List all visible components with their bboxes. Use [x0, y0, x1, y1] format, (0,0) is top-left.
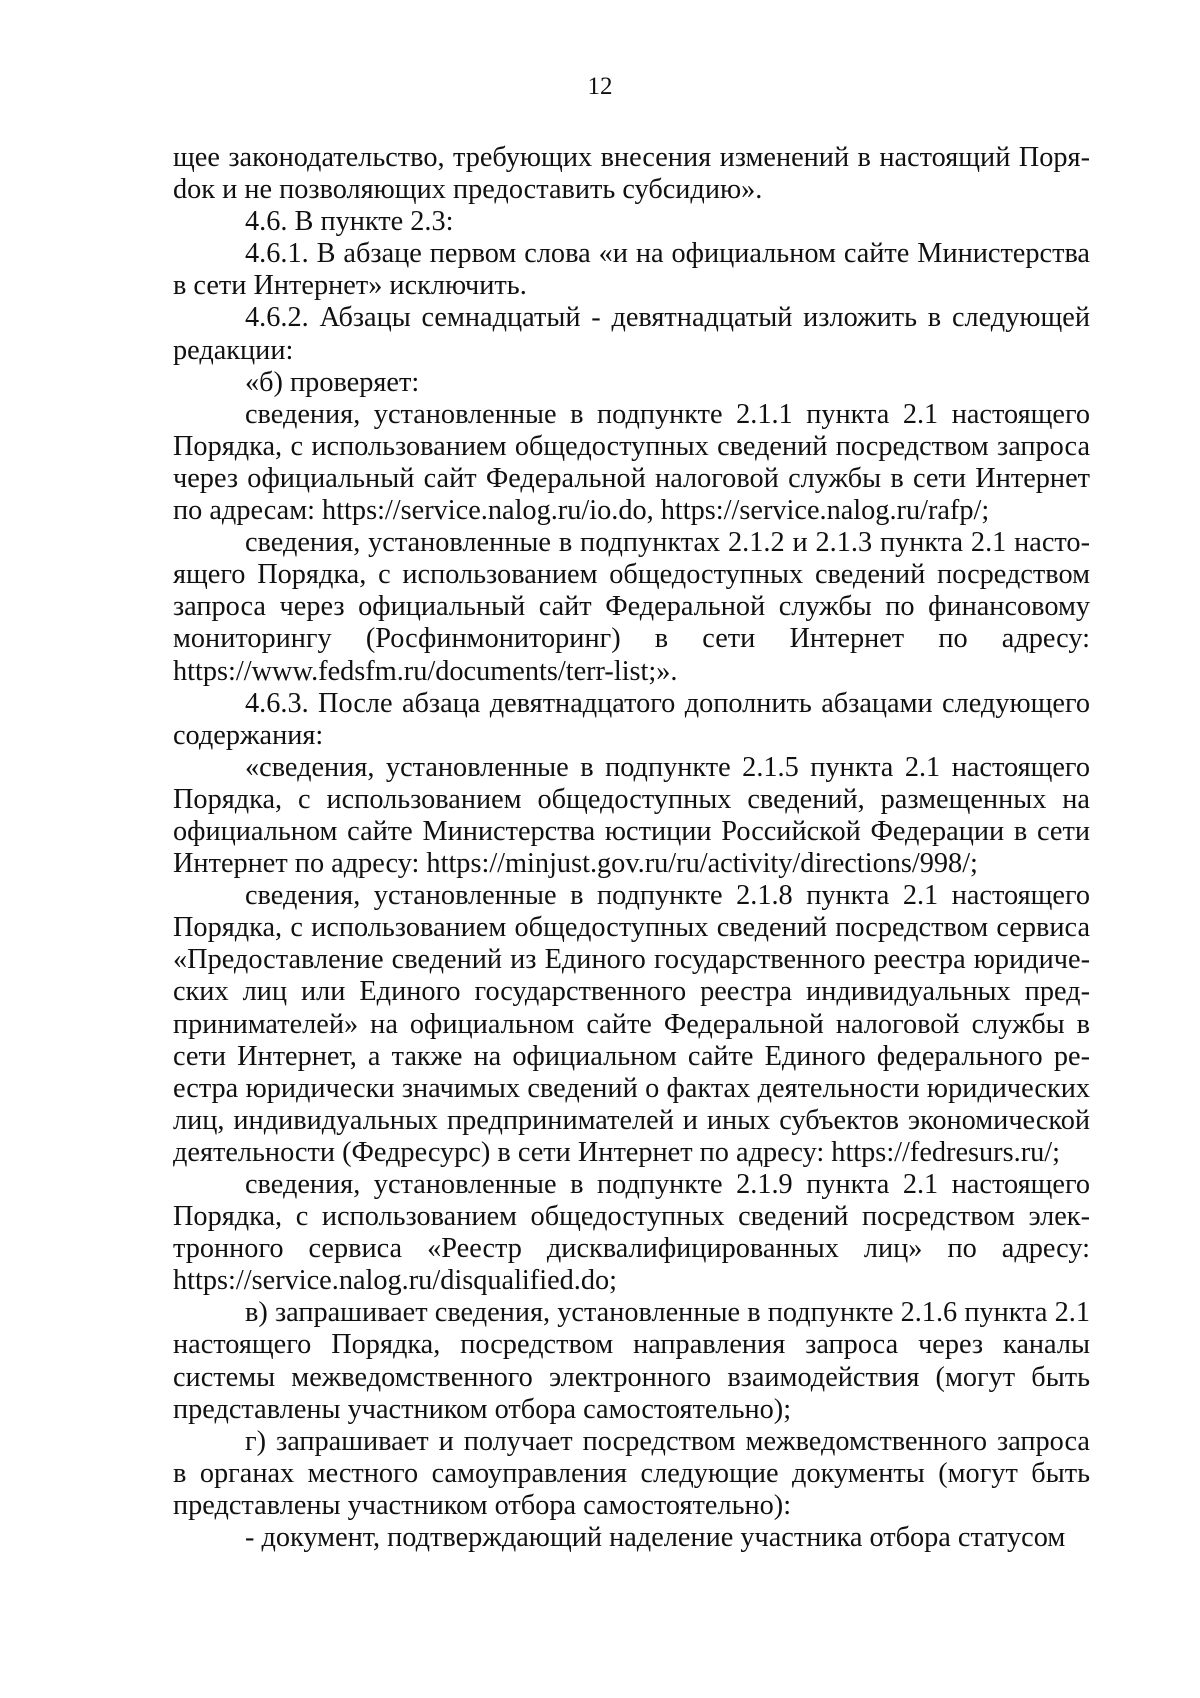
paragraph: сведения, установленные в подпунктах 2.1.2 и 2.1.3 пункта 2.1 настоящего Порядка, с использованием общедоступных сведений посредством запроса через официальный сайт Федеральной службы по финансовому мониторингу (Росфинмониторинг) в сети Интернет по адресу: https://www.fedsfm.ru/documents/terr-list;».	[173, 527, 1090, 687]
page-number: 12	[587, 73, 613, 100]
paragraph: 4.6.2. Абзацы семнадцатый - девятнадцатый изложить в следующей редакции:	[173, 302, 1090, 366]
paragraph: 4.6.1. В абзаце первом слова «и на официальном сайте Министерства в сети Интернет» исключить.	[173, 238, 1090, 302]
paragraph: сведения, установленные в подпункте 2.1.8 пункта 2.1 настоящего Порядка, с использованием общедоступных сведений посредством сервиса «Предоставление сведений из Единого государственного реестра юридических лиц или Единого государственного реестра индивидуальных предпринимателей» на официальном сайте Федеральной налоговой службы в сети Интернет, а также на официальном сайте Единого федерального реестра юридически значимых сведений о фактах деятельности юридических лиц, индивидуальных предпринимателей и иных субъектов экономической деятельности (Федресурс) в сети Интернет по адресу: https://fedresurs.ru/;	[173, 880, 1090, 1168]
paragraph: щее законодательство, требующих внесения изменений в настоящий Поряdок и не позволяющих предоставить субсидию».	[173, 142, 1090, 206]
paragraph: «б) проверяет:	[245, 366, 420, 398]
paragraph: г) запрашивает и получает посредством межведомственного запроса в органах местного самоуправления следующие документы (могут быть представлены участником отбора самостоятельно):	[173, 1425, 1090, 1521]
paragraph: сведения, установленные в подпункте 2.1.9 пункта 2.1 настоящего Порядка, с использованием общедоступных сведений посредством электронного сервиса «Реестр дисквалифицированных лиц» по адресу: https://service.nalog.ru/disqualified.do;	[173, 1169, 1090, 1297]
paragraph: 4.6. В пункте 2.3:	[245, 206, 454, 238]
paragraph: сведения, установленные в подпункте 2.1.1 пункта 2.1 настоящего Порядка, с использованием общедоступных сведений посредством запроса через официальный сайт Федеральной налоговой службы в сети Интернет по адресам: https://service.nalog.ru/io.do, https://service.nalog.ru/rafp/;	[173, 398, 1090, 527]
paragraph: 4.6.3. После абзаца девятнадцатого дополнить абзацами следующего содержания:	[173, 687, 1090, 751]
paragraph: в) запрашивает сведения, установленные в подпункте 2.1.6 пункта 2.1 настоящего Порядка, посредством направления запроса через каналы системы межведомственного электронного взаимодействия (могут быть представлены участником отбора самостоятельно);	[173, 1297, 1090, 1425]
paragraph: «сведения, установленные в подпункте 2.1.5 пункта 2.1 настоящего Порядка, с использованием общедоступных сведений, размещенных на официальном сайте Министерства юстиции Российской Федерации в сети Интернет по адресу: https://minjust.gov.ru/ru/activity/directions/998/;	[173, 751, 1090, 880]
paragraph: - документ, подтверждающий наделение участника отбора статусом	[245, 1522, 1066, 1554]
document-body	[173, 142, 1090, 1554]
